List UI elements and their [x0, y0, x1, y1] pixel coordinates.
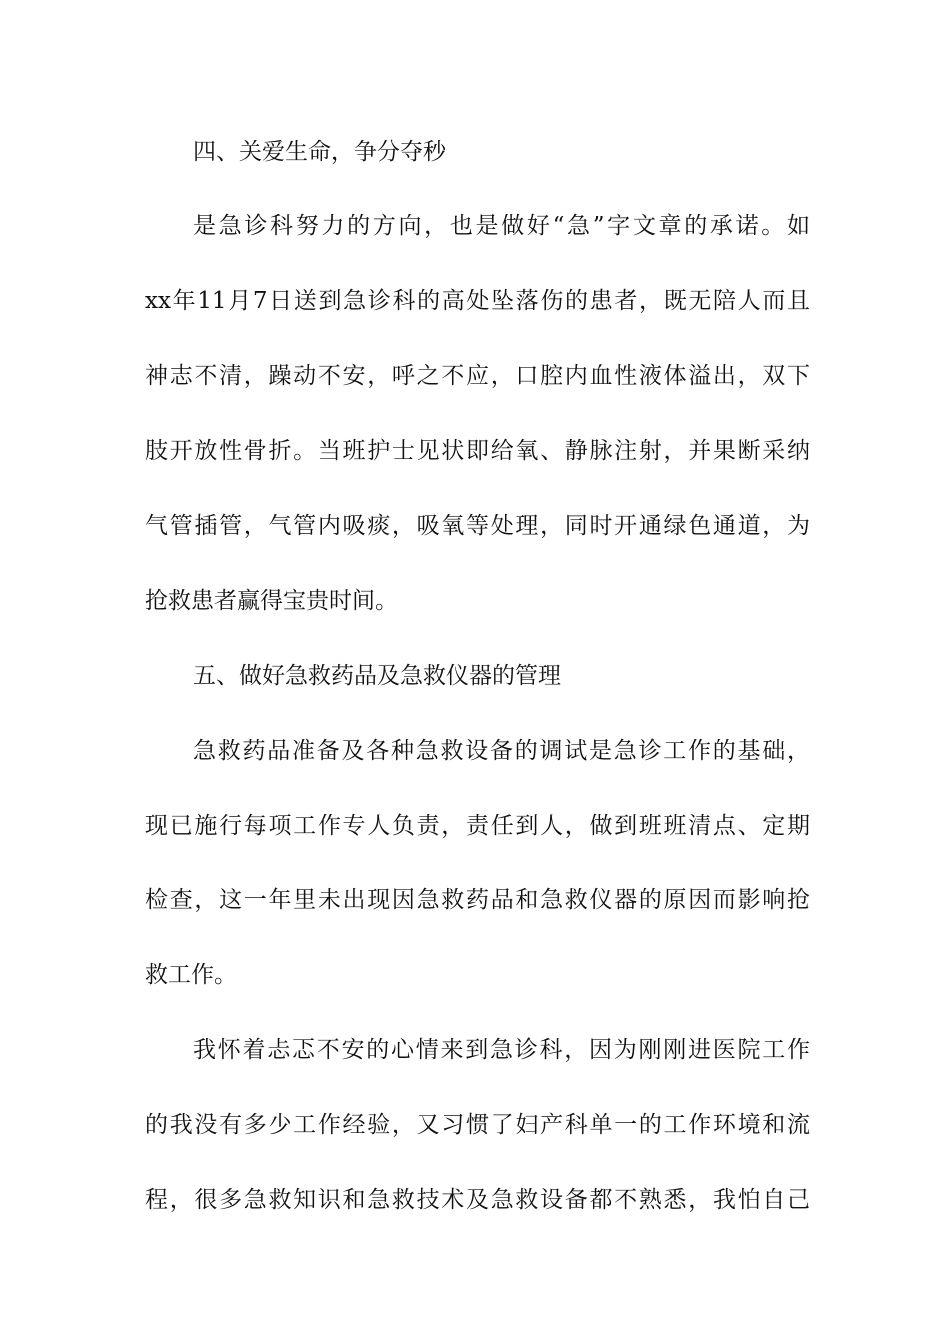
- section-heading-4: 四、关爱生命，争分夺秒: [193, 139, 446, 165]
- paragraph-line: 是急诊科努力的方向，也是做好“急”字文章的承诺。如: [193, 213, 810, 239]
- paragraph-line: 抢救患者赢得宝贵时间。: [145, 588, 398, 614]
- paragraph-line: 救工作。: [145, 962, 237, 988]
- paragraph-line: xx年11月7日送到急诊科的高处坠落伤的患者，既无陪人而且: [145, 288, 810, 314]
- paragraph-line: 气管插管，气管内吸痰，吸氧等处理，同时开通绿色通道，为: [145, 513, 810, 539]
- paragraph-line: 肢开放性骨折。当班护士见状即给氧、静脉注射，并果断采纳: [145, 438, 810, 464]
- paragraph-line: 程，很多急救知识和急救技术及急救设备都不熟悉，我怕自己: [145, 1187, 810, 1213]
- paragraph-line: 现已施行每项工作专人负责，责任到人，做到班班清点、定期: [145, 813, 810, 839]
- paragraph-line: 我怀着忐忑不安的心情来到急诊科，因为刚刚进医院工作: [193, 1037, 810, 1063]
- paragraph-line: 检查，这一年里未出现因急救药品和急救仪器的原因而影响抢: [145, 887, 810, 913]
- section-heading-5: 五、做好急救药品及急救仪器的管理: [193, 663, 561, 689]
- paragraph-line: 急救药品准备及各种急救设备的调试是急诊工作的基础，: [193, 738, 810, 764]
- paragraph-line: 的我没有多少工作经验，又习惯了妇产科单一的工作环境和流: [145, 1112, 810, 1138]
- paragraph-line: 神志不清，躁动不安，呼之不应，口腔内血性液体溢出，双下: [145, 363, 810, 389]
